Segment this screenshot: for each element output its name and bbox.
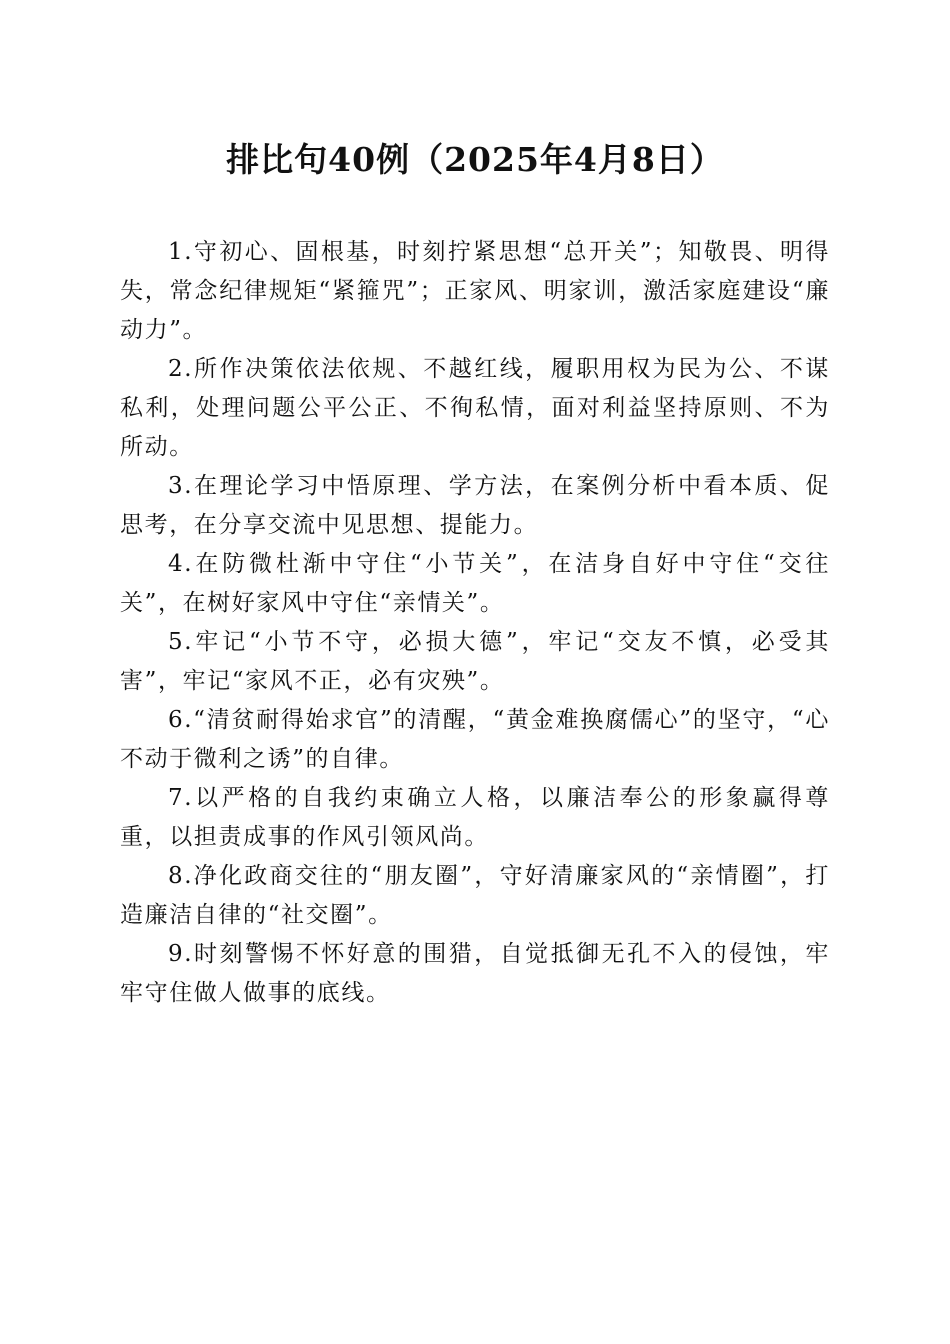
paragraph-4: 4.在防微杜渐中守住“小节关”，在洁身自好中守住“交往关”，在树好家风中守住“亲情关”。 (120, 551, 830, 616)
paragraph-3: 3.在理论学习中悟原理、学方法，在案例分析中看本质、促思考，在分享交流中见思想、提能力。 (120, 473, 830, 538)
document-body (120, 233, 830, 1013)
paragraph-7: 7.以严格的自我约束确立人格，以廉洁奉公的形象赢得尊重，以担责成事的作风引领风尚。 (120, 785, 830, 850)
paragraph-2: 2.所作决策依法依规、不越红线，履职用权为民为公、不谋私利，处理问题公平公正、不徇私情，面对利益坚持原则、不为所动。 (120, 356, 830, 460)
paragraph-1: 1.守初心、固根基，时刻拧紧思想“总开关”；知敬畏、明得失，常念纪律规矩“紧箍咒”；正家风、明家训，激活家庭建设“廉动力”。 (120, 239, 830, 343)
document-title: 排比句40例（2025年4月8日） (226, 140, 724, 179)
paragraph-5: 5.牢记“小节不守，必损大德”，牢记“交友不慎，必受其害”，牢记“家风不正，必有灾殃”。 (120, 629, 830, 694)
paragraph-9: 9.时刻警惕不怀好意的围猎，自觉抵御无孔不入的侵蚀，牢牢守住做人做事的底线。 (120, 941, 830, 1006)
paragraph-6: 6.“清贫耐得始求官”的清醒，“黄金难换腐儒心”的坚守，“心不动于微利之诱”的自律。 (120, 707, 830, 772)
paragraph-8: 8.净化政商交往的“朋友圈”，守好清廉家风的“亲情圈”，打造廉洁自律的“社交圈”。 (120, 863, 830, 928)
